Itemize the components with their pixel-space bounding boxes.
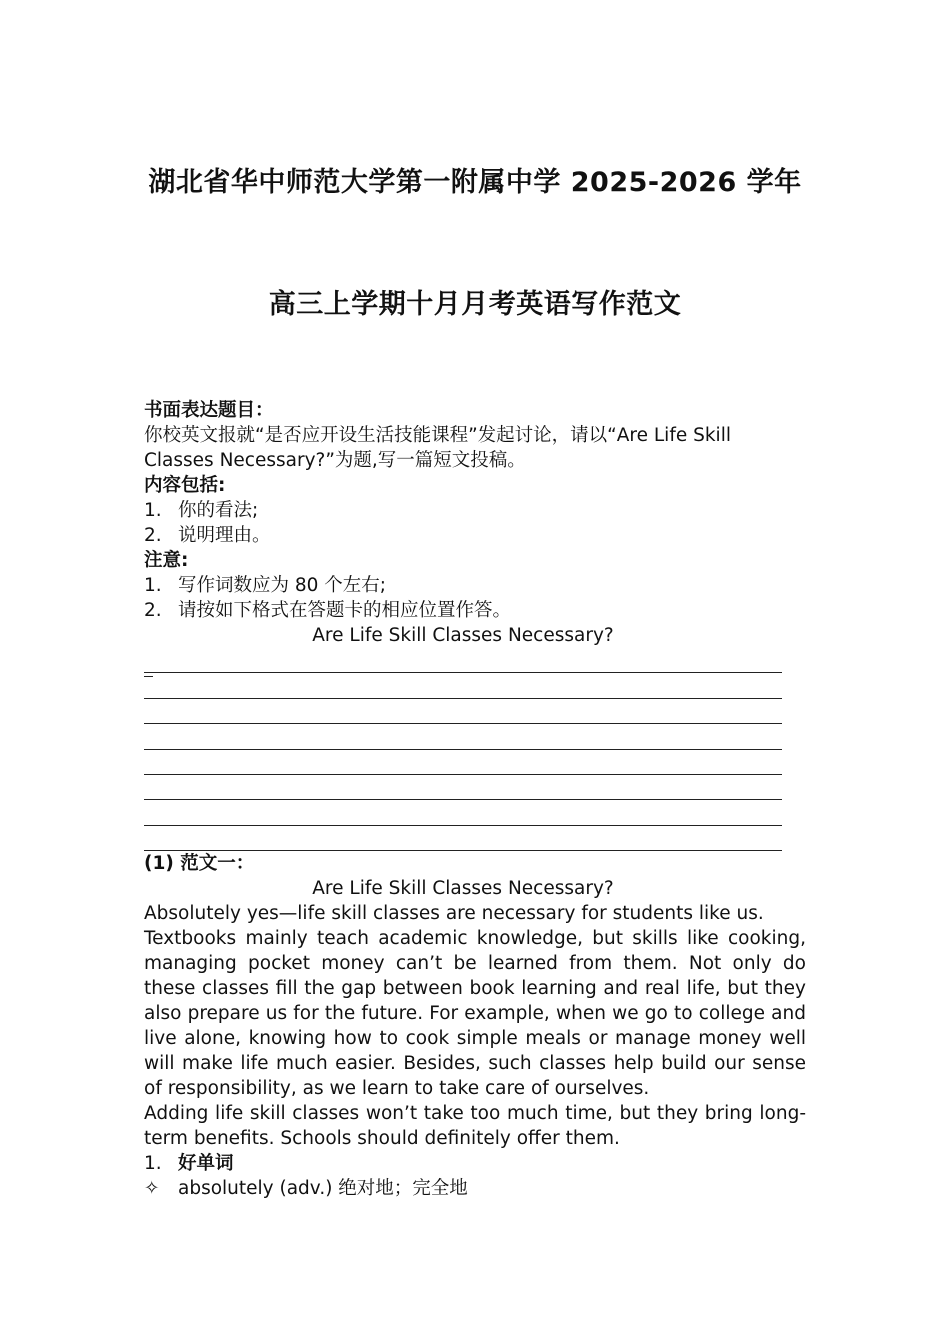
sample-heading: (1) 范文一： [144, 853, 255, 875]
task-heading: 书面表达题目： [144, 400, 274, 421]
vocab-heading-number: 1. [144, 1153, 162, 1175]
task-prompt-line1: 你校英文报就“是否应开设生活技能课程”发起讨论，请以“Are Life Skill [144, 425, 731, 446]
document-body [144, 398, 806, 1201]
notes-item-text: 写作词数应为 80 个左右; [178, 575, 387, 596]
sample-paragraph: Absolutely yes—life skill classes are necessary for students like us. [144, 903, 764, 925]
vocab-heading-text: 好单词 [178, 1153, 234, 1175]
answer-lines [144, 648, 806, 851]
vocab-item [144, 1176, 806, 1201]
content-item [144, 523, 806, 548]
notes-item [144, 573, 806, 598]
sample-paragraph: Adding life skill classes won’t take too much time, but they bring long-term benefits. Schools should definitely offer them. [144, 1103, 806, 1150]
answer-line [144, 826, 782, 851]
answer-line [144, 724, 782, 749]
answer-line [144, 673, 782, 698]
vocab-heading [144, 1151, 806, 1176]
page-title-line1: 湖北省华中师范大学第一附属中学 2025-2026 学年 [148, 167, 802, 198]
content-item [144, 498, 806, 523]
sparkle-bullet-icon: ✧ [144, 1178, 160, 1200]
notes-item-number: 1. [144, 575, 162, 596]
notes-heading: 注意: [144, 550, 189, 571]
vocab-item-text: absolutely (adv.) 绝对地；完全地 [178, 1178, 468, 1200]
task-prompt-line2: Classes Necessary?”为题,写一篇短文投稿。 [144, 450, 526, 471]
content-heading: 内容包括: [144, 475, 226, 496]
answer-line [144, 775, 782, 800]
answer-line [144, 800, 782, 825]
notes-item [144, 598, 806, 623]
content-item-text: 你的看法; [178, 500, 259, 521]
answer-line [144, 750, 782, 775]
notes-item-number: 2. [144, 600, 162, 621]
sample-title: Are Life Skill Classes Necessary? [312, 878, 614, 900]
content-item-text: 说明理由。 [178, 525, 271, 546]
content-item-number: 2. [144, 525, 162, 546]
notes-item-text: 请按如下格式在答题卡的相应位置作答。 [178, 600, 512, 621]
answer-line [144, 648, 782, 673]
content-item-number: 1. [144, 500, 162, 521]
sample-paragraph: Textbooks mainly teach academic knowledge, but skills like cooking, managing pocket money can’t be learned from them. Not only do these classes fill the gap between book learning and real life, but they also prepare us for the future. For example, when we go to college and live alone, knowing how to cook simple meals or manage money well will make life much easier. Besides, such classes help build our sense of responsibility, as we learn to take care of ourselves. [144, 928, 806, 1100]
page-title-line2: 高三上学期十月月考英语写作范文 [268, 289, 682, 320]
answer-sheet-title: Are Life Skill Classes Necessary? [312, 625, 614, 646]
answer-line [144, 699, 782, 724]
